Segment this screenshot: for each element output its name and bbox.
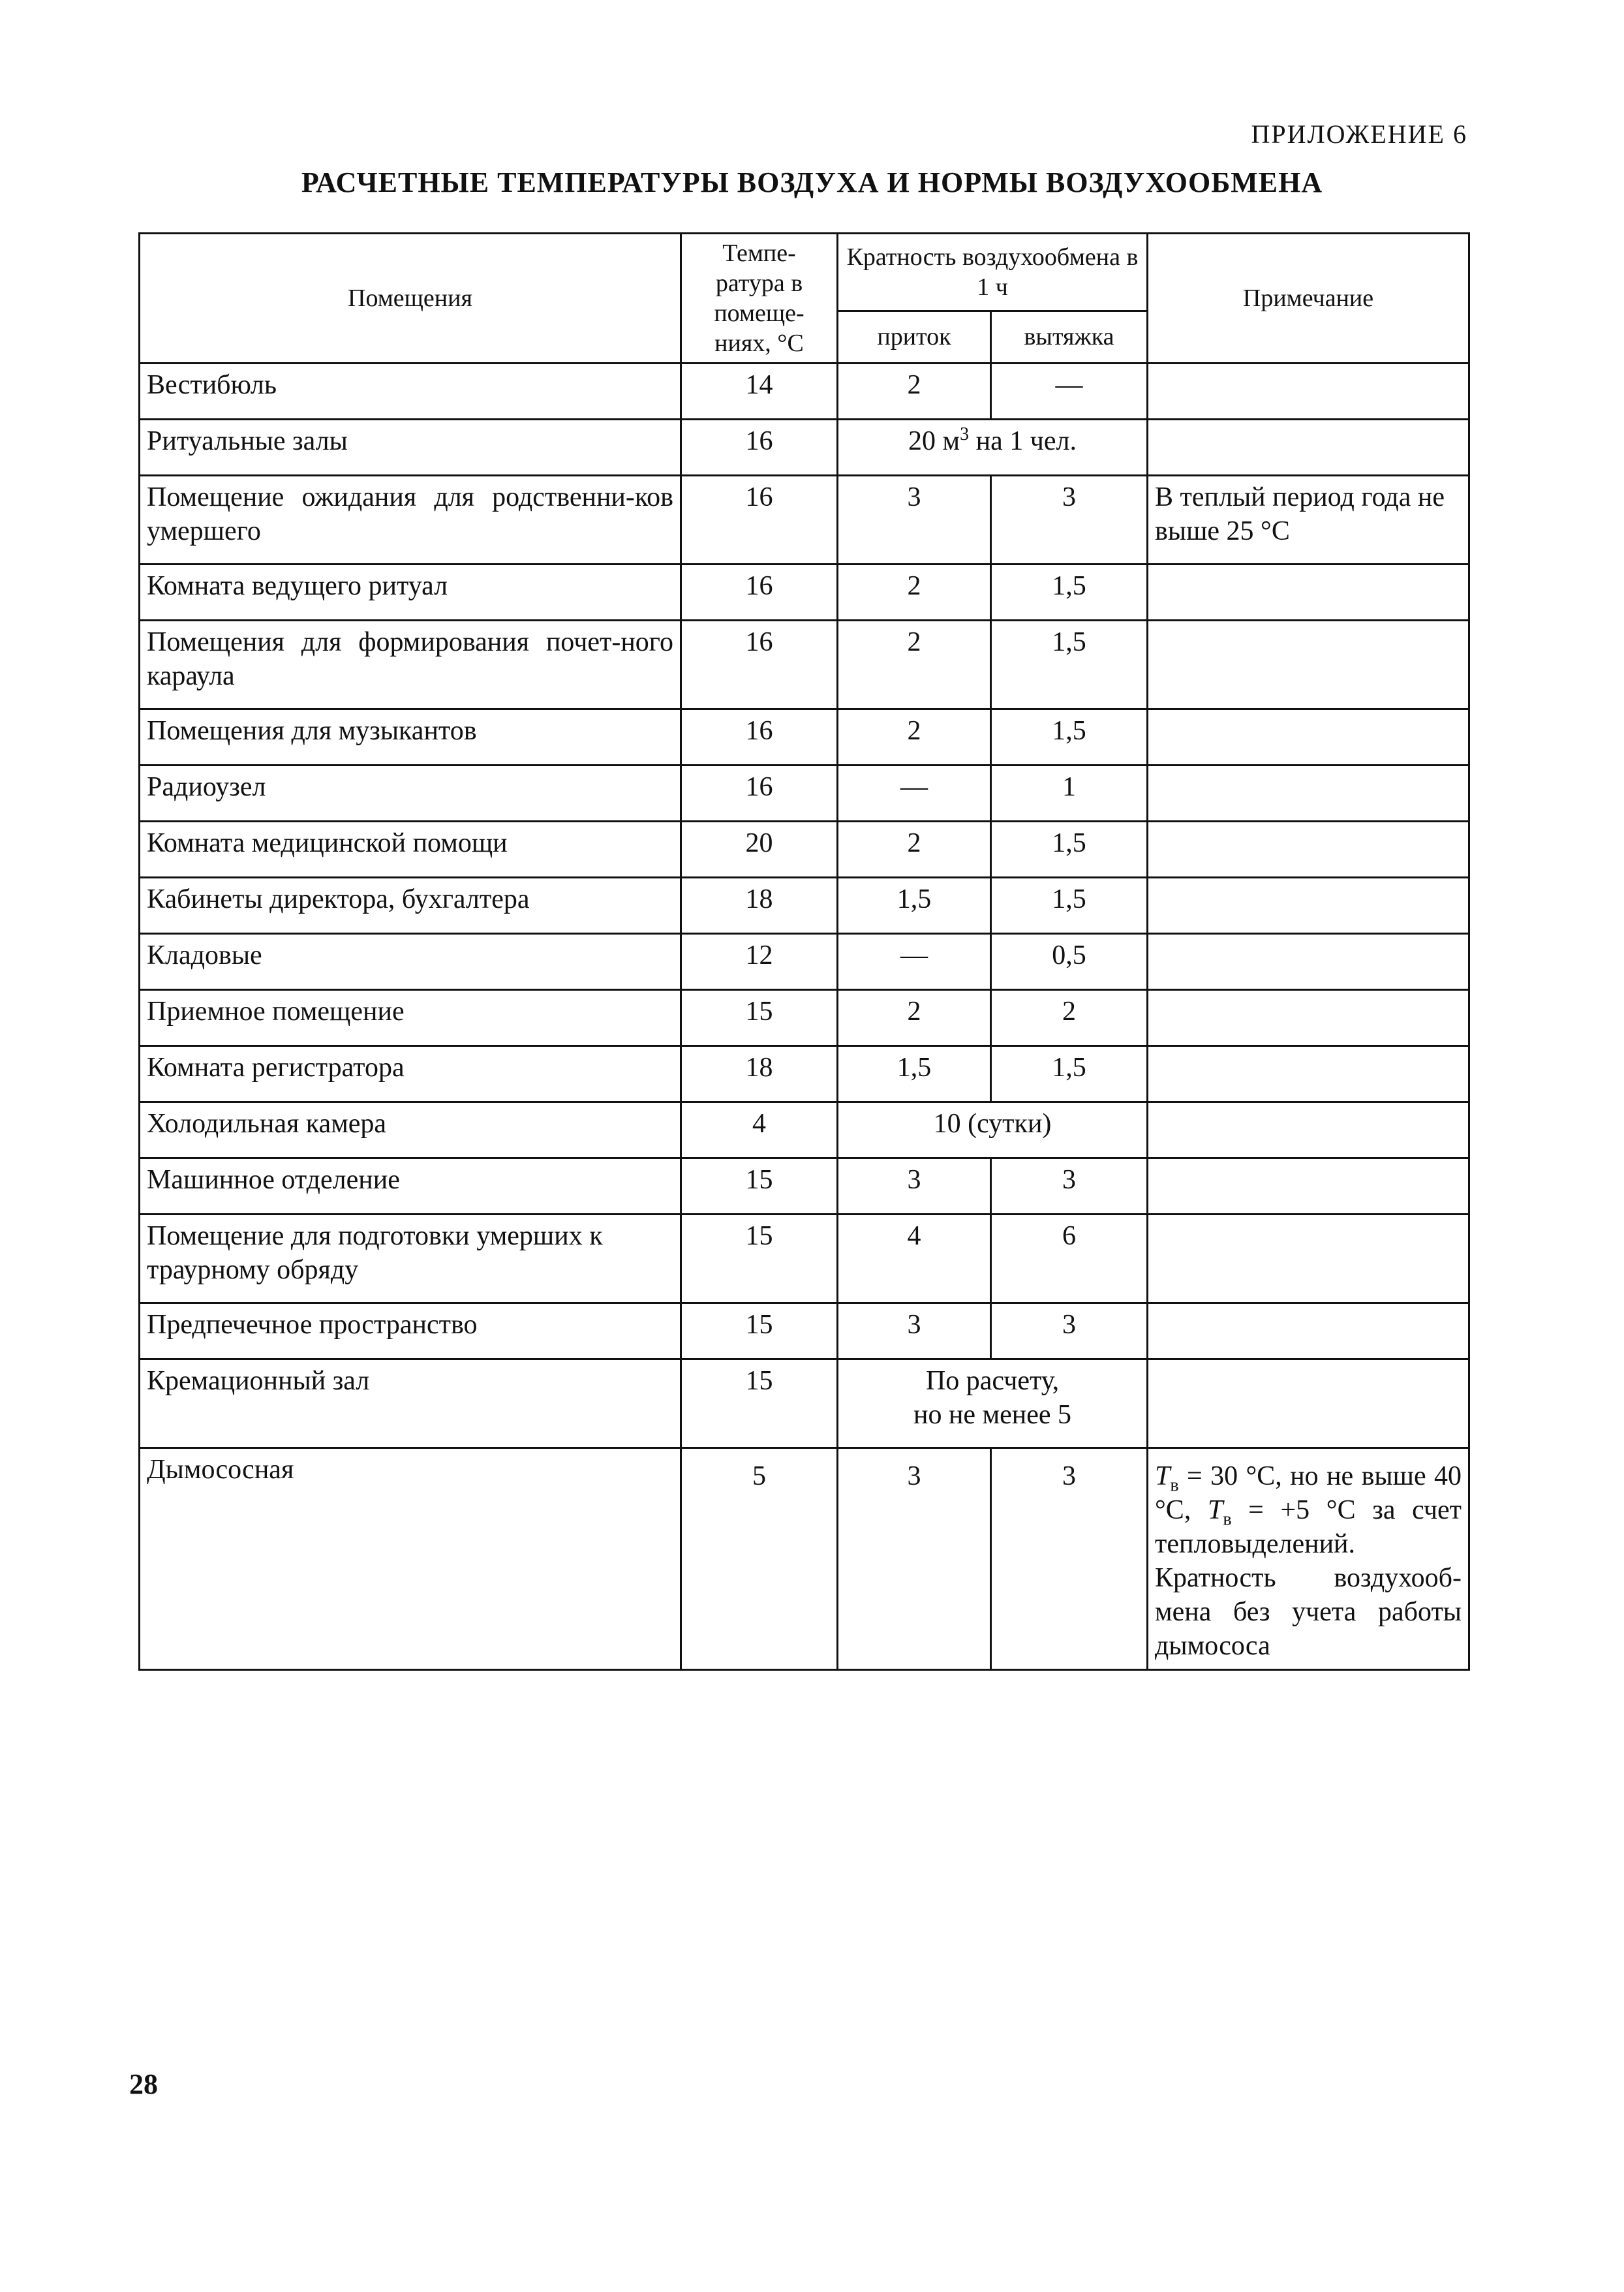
exhaust-cell: 2	[991, 990, 1148, 1046]
exhaust-cell: 1,5	[991, 1046, 1148, 1102]
note-cell	[1148, 1303, 1469, 1359]
table-row	[140, 1102, 1469, 1158]
supply-cell: —	[838, 766, 991, 822]
exhaust-cell: 1,5	[991, 878, 1148, 934]
combined-rate-value: 20 м	[908, 426, 960, 456]
exhaust-cell: 1	[991, 766, 1148, 822]
note-cell	[1148, 621, 1469, 709]
exhaust-cell: 3	[991, 476, 1148, 565]
table-row	[140, 1359, 1469, 1448]
supply-cell: 2	[838, 621, 991, 709]
table-row	[140, 1046, 1469, 1102]
supply-cell: 2	[838, 709, 991, 766]
note-cell	[1148, 1046, 1469, 1102]
exhaust-cell: 6	[991, 1215, 1148, 1303]
room-cell: Радиоузел	[140, 766, 681, 822]
temp-cell: 16	[681, 420, 838, 476]
exhaust-cell: 1,5	[991, 621, 1148, 709]
combined-rate-cell	[838, 420, 1148, 476]
supply-cell: —	[838, 934, 991, 990]
page-number: 28	[129, 2068, 158, 2100]
room-cell: Кладовые	[140, 934, 681, 990]
room-cell: Помещения для музыкантов	[140, 709, 681, 766]
note-cell	[1148, 822, 1469, 878]
temp-cell: 18	[681, 1046, 838, 1102]
note-cell	[1148, 709, 1469, 766]
page-title: РАСЧЕТНЫЕ ТЕМПЕРАТУРЫ ВОЗДУХА И НОРМЫ ВОЗДУХООБМЕНА	[301, 166, 1323, 198]
exhaust-cell: 3	[991, 1303, 1148, 1359]
note-cell	[1148, 420, 1469, 476]
room-cell: Вестибюль	[140, 364, 681, 420]
note-cell	[1148, 1359, 1469, 1448]
supply-cell: 2	[838, 364, 991, 420]
table-row	[140, 990, 1469, 1046]
combined-rate-line: но не менее 5	[913, 1400, 1072, 1430]
cubic-superscript: 3	[960, 424, 970, 444]
table-row	[140, 364, 1469, 420]
temp-cell: 16	[681, 565, 838, 621]
note-cell	[1148, 766, 1469, 822]
temp-cell: 5	[681, 1448, 838, 1670]
table-row	[140, 565, 1469, 621]
temp-cell: 12	[681, 934, 838, 990]
header-note: Примечание	[1148, 234, 1469, 364]
combined-rate-cell: 10 (сутки)	[838, 1102, 1148, 1158]
supply-cell: 3	[838, 476, 991, 565]
note-cell	[1148, 990, 1469, 1046]
note-cell	[1148, 878, 1469, 934]
room-cell: Ритуальные залы	[140, 420, 681, 476]
temp-cell: 20	[681, 822, 838, 878]
note-cell	[1148, 364, 1469, 420]
table-row	[140, 822, 1469, 878]
room-cell: Помещение для подготовки умерших к траурному обряду	[140, 1215, 681, 1303]
temp-cell: 16	[681, 621, 838, 709]
temp-cell: 15	[681, 1359, 838, 1448]
room-cell: Помещения для формирования почет-ного караула	[140, 621, 681, 709]
note-cell	[1148, 565, 1469, 621]
header-room: Помещения	[140, 234, 681, 364]
supply-cell: 2	[838, 990, 991, 1046]
supply-cell: 2	[838, 822, 991, 878]
note-cell	[1148, 1102, 1469, 1158]
table-row	[140, 420, 1469, 476]
note-cell	[1148, 934, 1469, 990]
table-row	[140, 934, 1469, 990]
supply-cell: 3	[838, 1303, 991, 1359]
table-row	[140, 878, 1469, 934]
supply-cell: 1,5	[838, 1046, 991, 1102]
room-cell: Комната ведущего ритуал	[140, 565, 681, 621]
temperature-symbol: T	[1207, 1495, 1223, 1525]
appendix-label: ПРИЛОЖЕНИЕ 6	[1251, 119, 1467, 149]
room-cell: Кабинеты директора, бухгалтера	[140, 878, 681, 934]
note-cell: В теплый период года не выше 25 °С	[1148, 476, 1469, 565]
combined-rate-unit: на 1 чел.	[969, 426, 1077, 456]
temp-cell: 15	[681, 1158, 838, 1215]
combined-rate-cell	[838, 1359, 1148, 1448]
exhaust-cell: 0,5	[991, 934, 1148, 990]
temp-cell: 15	[681, 1303, 838, 1359]
room-cell: Дымососная	[140, 1448, 681, 1670]
temperature-subscript: в	[1170, 1475, 1179, 1496]
temperature-symbol: T	[1155, 1461, 1171, 1491]
temp-cell: 16	[681, 766, 838, 822]
header-exhaust: вытяжка	[991, 311, 1148, 363]
room-cell: Комната регистратора	[140, 1046, 681, 1102]
table-row	[140, 621, 1469, 709]
combined-rate-line: По расчету,	[925, 1366, 1060, 1396]
table-row	[140, 476, 1469, 565]
exhaust-cell: 1,5	[991, 822, 1148, 878]
temperature-subscript: в	[1223, 1509, 1232, 1530]
ventilation-table	[138, 232, 1470, 1671]
header-temp: Темпе-ратура в помеще-ниях, °С	[681, 234, 838, 364]
exhaust-cell: 3	[991, 1448, 1148, 1670]
room-cell: Помещение ожидания для родственни-ков умершего	[140, 476, 681, 565]
table-row	[140, 1303, 1469, 1359]
table-row	[140, 766, 1469, 822]
exhaust-cell: 1,5	[991, 709, 1148, 766]
note-text: = +5 °С за счет тепловыделений. Кратность воздухооб-мена без учета работы дымососа	[1155, 1495, 1462, 1661]
room-cell: Комната медицинской помощи	[140, 822, 681, 878]
supply-cell: 2	[838, 565, 991, 621]
table-row	[140, 1448, 1469, 1670]
temp-cell: 15	[681, 1215, 838, 1303]
exhaust-cell: 1,5	[991, 565, 1148, 621]
room-cell: Кремационный зал	[140, 1359, 681, 1448]
exhaust-cell: —	[991, 364, 1148, 420]
header-rate: Кратность воздухообмена в 1 ч	[838, 234, 1148, 311]
table-row	[140, 1215, 1469, 1303]
room-cell: Холодильная камера	[140, 1102, 681, 1158]
header-supply: приток	[838, 311, 991, 363]
temp-cell: 14	[681, 364, 838, 420]
table-row	[140, 1158, 1469, 1215]
note-text: = 30 °С, но не выше 40 °С,	[1155, 1461, 1462, 1525]
room-cell: Машинное отделение	[140, 1158, 681, 1215]
table-row	[140, 709, 1469, 766]
temp-cell: 4	[681, 1102, 838, 1158]
room-cell: Предпечечное пространство	[140, 1303, 681, 1359]
note-cell	[1148, 1215, 1469, 1303]
note-cell	[1148, 1448, 1469, 1670]
temp-cell: 15	[681, 990, 838, 1046]
supply-cell: 3	[838, 1448, 991, 1670]
supply-cell: 3	[838, 1158, 991, 1215]
temp-cell: 16	[681, 476, 838, 565]
exhaust-cell: 3	[991, 1158, 1148, 1215]
temp-cell: 16	[681, 709, 838, 766]
note-cell	[1148, 1158, 1469, 1215]
supply-cell: 1,5	[838, 878, 991, 934]
room-cell: Приемное помещение	[140, 990, 681, 1046]
temp-cell: 18	[681, 878, 838, 934]
supply-cell: 4	[838, 1215, 991, 1303]
